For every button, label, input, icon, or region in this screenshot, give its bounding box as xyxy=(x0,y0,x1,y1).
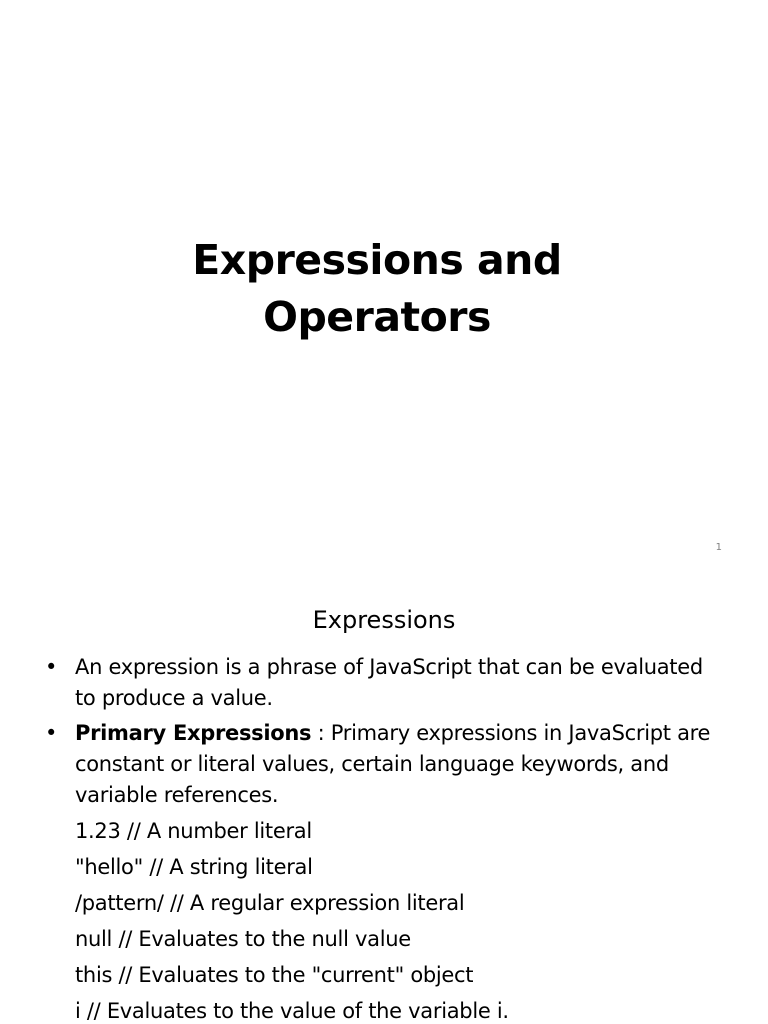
bullet-item-expression xyxy=(45,652,725,714)
bullet-item-primary-expressions xyxy=(45,718,725,811)
slide-title xyxy=(0,232,754,346)
code-example-line: this // Evaluates to the "current" object xyxy=(75,963,474,987)
code-example-line: /pattern/ // A regular expression literal xyxy=(75,891,465,915)
bullet-mark: • xyxy=(45,721,58,745)
bullet-bold-term: Primary Expressions xyxy=(75,721,312,745)
bullet-text: : Primary expressions in JavaScript are constant or literal values, certain language keywords, and variable references. xyxy=(75,721,711,807)
code-example-line: "hello" // A string literal xyxy=(75,855,313,879)
slide-body xyxy=(45,652,725,1024)
code-example-line: 1.23 // A number literal xyxy=(75,819,312,843)
title-line-2: Operators xyxy=(263,293,491,341)
title-line-1: Expressions and xyxy=(192,236,562,284)
slide-number: 1 xyxy=(715,542,722,553)
code-example-line: null // Evaluates to the null value xyxy=(75,927,411,951)
bullet-text: An expression is a phrase of JavaScript that can be evaluated to produce a value. xyxy=(75,655,703,710)
bullet-mark: • xyxy=(45,655,58,679)
section-heading: Expressions xyxy=(312,606,456,634)
content-slide xyxy=(0,576,768,1024)
code-example-line: i // Evaluates to the value of the variable i. xyxy=(75,999,509,1023)
